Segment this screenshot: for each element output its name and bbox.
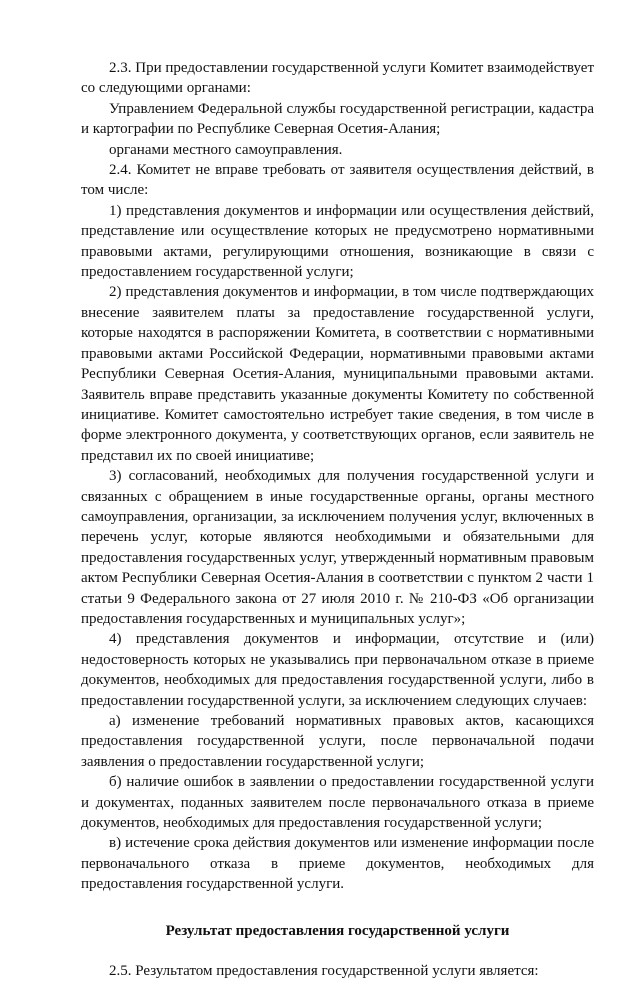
sub-item-b: б) наличие ошибок в заявлении о предоставлении государственной услуги и документах, поданных заявителем после первоначального отказа в приеме документов, необходимых для предоставления государственной услуги; [81, 774, 594, 832]
paragraph-2-5: 2.5. Результатом предоставления государственной услуги является: [109, 963, 539, 980]
section-heading: Результат предоставления государственной услуги [165, 922, 510, 939]
paragraph-rosreestr: Управлением Федеральной службы государственной регистрации, кадастра и картографии по Республике Северная Осетия-Алания; [81, 100, 594, 138]
paragraph-2-3: 2.3. При предоставлении государственной услуги Комитет взаимодействует со следующими органами: [81, 60, 594, 97]
document-page [81, 58, 594, 981]
list-item-2: 2) представления документов и информации, в том числе подтверждающих внесение заявителем платы за предоставление государственной услуги, которые находятся в распоряжении Комитета, в соответствии с нормативными правовыми актами Российской Федерации, нормативными правовыми актами Республики Северная Осетия-Алания, муниципальными правовыми актами. Заявитель вправе представить указанные документы Комитету по собственной инициативе. Комитет самостоятельно истребует такие сведения, в том числе в форме электронного документа, у соответствующих органов, если заявитель не представил их по своей инициативе; [81, 284, 594, 464]
list-item-1: 1) представления документов и информации или осуществления действий, представление или осуществление которых не предусмотрено нормативными правовыми актами, регулирующими отношения, возникающие в связи с предоставлением государственной услуги; [81, 202, 594, 281]
sub-item-a: а) изменение требований нормативных правовых актов, касающихся предоставления государственной услуги, после первоначальной подачи заявления о предоставлении государственной услуги; [81, 713, 594, 770]
list-item-4: 4) представления документов и информации, отсутствие и (или) недостоверность которых не указывались при первоначальном отказе в приеме документов, необходимых для предоставления государственной услуги, либо в предоставлении государственной услуги, за исключением следующих случаев: [81, 631, 594, 709]
sub-item-v: в) истечение срока действия документов или изменение информации после первоначального отказа в приеме документов, необходимых для предоставления государственной услуги. [81, 835, 594, 893]
paragraph-2-4: 2.4. Комитет не вправе требовать от заявителя осуществления действий, в том числе: [81, 162, 594, 199]
paragraph-local-government: органами местного самоуправления. [109, 141, 343, 158]
list-item-3: 3) согласований, необходимых для получения государственной услуги и связанных с обращением в иные государственные органы, органы местного самоуправления, организации, за исключением получения услуг, включенных в перечень услуг, которые являются необходимыми и обязательными для предоставления государственных услуг, утвержденный нормативным правовым актом Республики Северная Осетия-Алания в соответствии с пунктом 2 части 1 статьи 9 Федерального закона от 27 июля 2010 г. № 210-ФЗ «Об организации предоставления государственных и муниципальных услуг»; [81, 468, 594, 627]
